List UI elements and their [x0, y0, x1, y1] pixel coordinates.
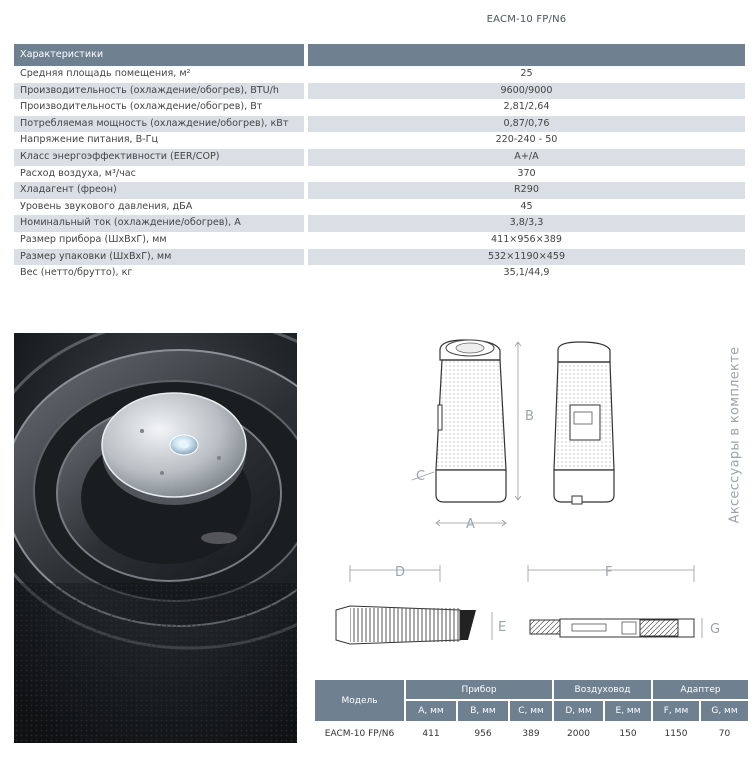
dims-subheader: В, мм — [458, 701, 508, 721]
spec-row — [14, 132, 745, 149]
spec-value: 411×956×389 — [490, 233, 562, 245]
dims-subheader: D, мм — [554, 701, 603, 721]
dims-value: 1150 — [664, 728, 688, 739]
dims-value: 411 — [422, 728, 440, 739]
air-duct-drawing — [336, 565, 492, 644]
dims-subheader: С, мм — [510, 701, 552, 721]
label-g: G — [710, 622, 721, 637]
spec-row — [14, 149, 745, 166]
product-photo — [14, 333, 297, 743]
spec-row — [14, 232, 745, 249]
spec-row — [14, 116, 745, 133]
accessories-label — [724, 330, 746, 540]
spec-value: 370 — [517, 167, 536, 179]
dims-subheader: F, мм — [653, 701, 699, 721]
dims-subheader: А, мм — [406, 701, 456, 721]
dims-value: 150 — [619, 728, 637, 739]
spec-value: R290 — [308, 182, 745, 199]
spec-value: 25 — [520, 68, 533, 79]
dims-data-row — [315, 723, 748, 744]
spec-row — [14, 249, 745, 266]
spec-row — [14, 83, 745, 100]
spec-label: Номинальный ток (охлаждение/обогрев), А — [14, 215, 304, 232]
spec-table — [14, 44, 745, 282]
spec-label: Класс энергоэффективности (EER/COP) — [14, 149, 304, 166]
spec-row — [14, 199, 745, 216]
dimension-drawings-svg — [300, 320, 725, 660]
spec-label: Потребляемая мощность (охлаждение/обогрев), кВт — [14, 116, 304, 133]
spec-label: Вес (нетто/брутто), кг — [20, 267, 133, 279]
front-view-drawing — [412, 340, 521, 526]
spec-value: 3,8/3,3 — [308, 215, 745, 232]
label-d: D — [395, 565, 406, 580]
dims-subheader: G, мм — [701, 701, 748, 721]
window-adapter-drawing — [528, 565, 702, 638]
accessories-label-text: Аксессуары в комплекте — [727, 346, 743, 524]
dims-subheader: E, мм — [605, 701, 651, 721]
spec-value: 45 — [520, 200, 533, 212]
spec-header-blank — [308, 44, 745, 66]
spec-label: Расход воздуха, м³/час — [20, 167, 136, 179]
spec-label: Напряжение питания, В-Гц — [20, 134, 159, 146]
dims-value: 956 — [474, 728, 492, 739]
spec-value: 0,87/0,76 — [308, 116, 745, 133]
spec-row — [14, 215, 745, 232]
spec-label: Уровень звукового давления, дБА — [20, 200, 193, 212]
dims-group-row — [315, 680, 748, 699]
dims-group-duct: Воздуховод — [554, 680, 651, 699]
dims-model-header: Модель — [315, 680, 404, 721]
spec-value: 532×1190×459 — [308, 249, 745, 266]
dims-value: 2000 — [567, 728, 590, 739]
label-a: A — [466, 517, 475, 532]
spec-label: Размер прибора (ШхВхГ), мм — [20, 233, 167, 245]
spec-row — [14, 166, 745, 183]
side-view-drawing — [554, 342, 614, 504]
dims-value: 389 — [522, 728, 540, 739]
spec-label: Производительность (охлаждение/обогрев), BTU/h — [14, 83, 304, 100]
spec-value: 9600/9000 — [308, 83, 745, 100]
spec-row — [14, 66, 745, 83]
product-photo-image — [14, 333, 297, 743]
spec-value: 220-240 - 50 — [495, 134, 558, 146]
label-e: E — [498, 620, 507, 635]
technical-drawings — [300, 320, 725, 660]
spec-label: Производительность (охлаждение/обогрев), Вт — [20, 101, 263, 113]
model-header: EACM-10 FP/N6 — [486, 14, 567, 25]
spec-table-header — [14, 44, 745, 66]
spec-label: Хладагент (фреон) — [14, 182, 304, 199]
spec-label: Средняя площадь помещения, м² — [20, 68, 191, 79]
label-c: C — [416, 469, 426, 484]
spec-value: A+/A — [308, 149, 745, 166]
dims-group-adapter: Адаптер — [653, 680, 748, 699]
spec-header-label: Характеристики — [14, 44, 304, 66]
spec-value: 2,81/2,64 — [503, 101, 550, 113]
spec-value: 35,1/44,9 — [503, 267, 550, 279]
spec-row — [14, 182, 745, 199]
spec-label: Размер упаковки (ШхВхГ), мм — [14, 249, 304, 266]
dims-group-device: Прибор — [406, 680, 552, 699]
label-b: B — [525, 409, 534, 424]
label-f: F — [605, 565, 613, 580]
dims-model-value: EACM-10 FP/N6 — [324, 728, 395, 739]
dims-value: 70 — [718, 728, 731, 739]
dimensions-table — [313, 678, 750, 746]
spec-row — [14, 99, 745, 116]
spec-row — [14, 265, 745, 282]
